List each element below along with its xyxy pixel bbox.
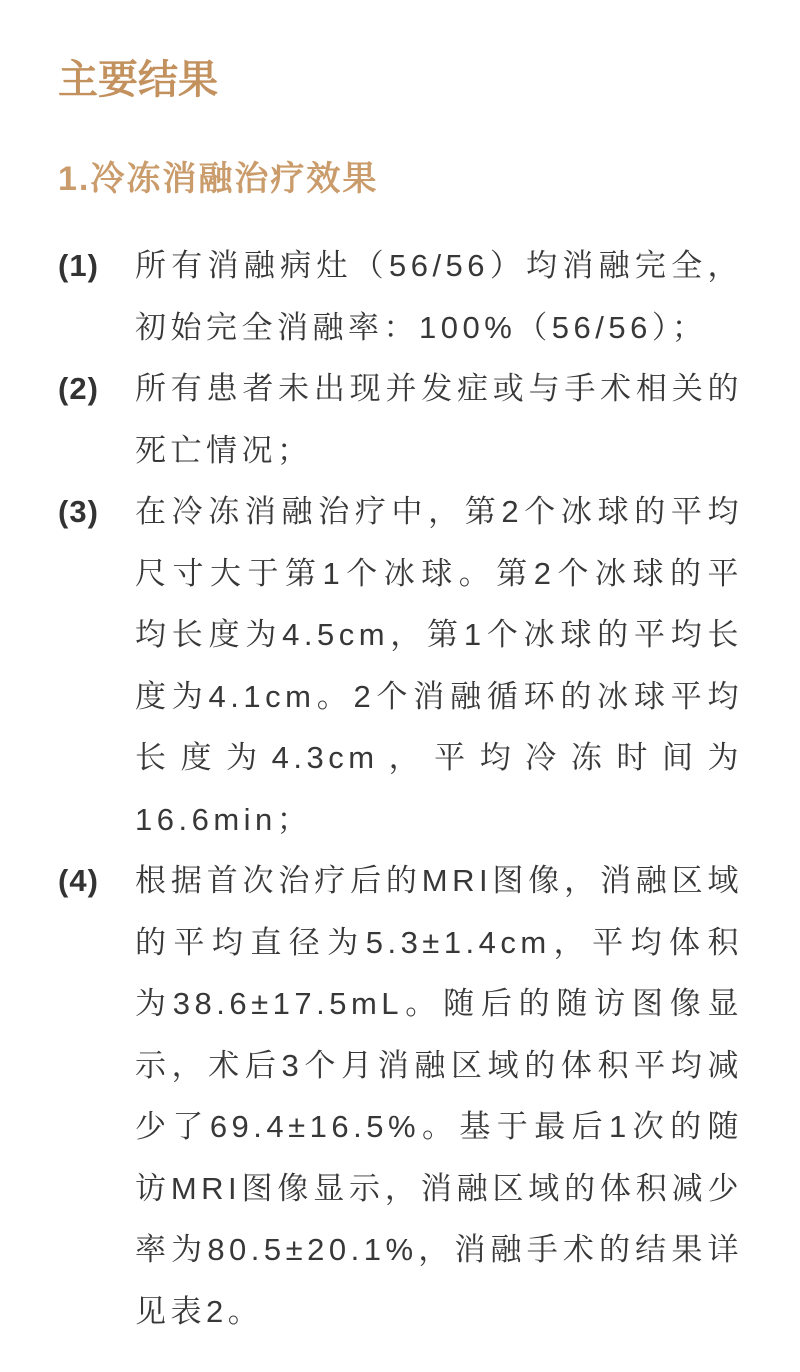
list-item-number: (2) [58,371,99,406]
article-page [0,56,800,1372]
list-item-2 [58,358,800,481]
list-item-4 [58,850,800,1342]
list-item-number: (1) [58,248,99,283]
page-title: 主要结果 [58,57,218,102]
list-item-number: (4) [58,863,99,898]
section-heading: 1.冷冻消融治疗效果 [58,160,379,198]
list-item-number: (3) [58,494,99,529]
list-item-1 [58,235,800,358]
list-item-text: 所有消融病灶（56/56）均消融完全，初始完全消融率：100%（56/56）； [135,248,743,345]
list-item-text: 在冷冻消融治疗中，第2个冰球的平均尺寸大于第1个冰球。第2个冰球的平均长度为4.5cm，第1个冰球的平均长度为4.1cm。2个消融循环的冰球平均长度为4.3cm，平均冷冻时间为16.6min； [135,494,743,837]
list-item-text: 根据首次治疗后的MRI图像，消融区域的平均直径为5.3±1.4cm，平均体积为38.6±17.5mL。随后的随访图像显示，术后3个月消融区域的体积平均减少了69.4±16.5%。基于最后1次的随访MRI图像显示，消融区域的体积减少率为80.5±20.1%，消融手术的结果详见表2。 [135,863,743,1329]
list-item-3 [58,481,800,850]
results-list [58,235,800,1342]
list-item-text: 所有患者未出现并发症或与手术相关的死亡情况； [135,371,743,468]
